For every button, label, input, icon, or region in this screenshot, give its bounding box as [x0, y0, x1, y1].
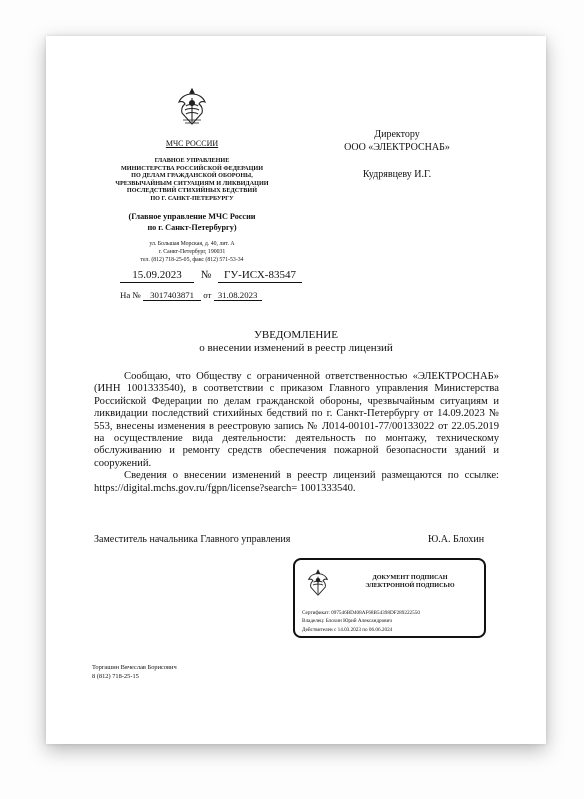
org-short-paren — [92, 212, 292, 233]
stamp-details — [302, 609, 420, 634]
stamp-title-line: ДОКУМЕНТ ПОДПИСАН — [372, 574, 448, 581]
stamp-certificate: Сертификат: 097546BD408AF68B54398DF289222550 — [302, 610, 420, 616]
stamp-title — [339, 574, 481, 590]
addressee-name: Кудрявцеву И.Г. — [362, 169, 432, 180]
org-paren-line: (Главное управление МЧС России — [128, 212, 256, 221]
org-line: ПО Г. САНКТ-ПЕТЕРБУРГУ — [150, 194, 234, 202]
executor-name: Торгашин Вячеслав Борисович — [92, 664, 177, 671]
incoming-reference — [120, 290, 262, 301]
number-sign: № — [200, 269, 212, 281]
incoming-from: от — [203, 290, 212, 300]
document-page — [46, 36, 546, 744]
mchs-emblem-icon — [174, 86, 210, 128]
address-line: ул. Большая Морская, д. 40, лит. А — [149, 241, 235, 247]
addressee-position: Директору — [374, 129, 420, 140]
executor-block — [92, 664, 177, 681]
notice-body — [94, 371, 499, 495]
org-full-name — [92, 157, 292, 203]
notice-title: УВЕДОМЛЕНИЕ — [254, 329, 338, 341]
body-paragraph: Сообщаю, что Обществу с ограниченной ответственностью «ЭЛЕКТРОСНАБ» (ИНН 1001333540), в соответствии с приказом Главного управления Министерства Российской Федерации по делам гражданской обороны, чрезвычайным ситуациям и ликвидации последствий стихийных бедствий по г. Санкт-Петербургу от 14.09.2023 № 553, внесены изменения в реестровую запись № Л014-00101-77/00133022 от 22.05.2019 на осуществление вида деятельности: деятельность по монтажу, техническому обслуживанию и ремонту средств обеспечения пожарной безопасности зданий и сооружений. — [94, 371, 499, 469]
e-signature-stamp — [293, 558, 486, 638]
executor-phone: 8 (812) 718-25-15 — [92, 672, 139, 680]
incoming-number: 3017403871 — [143, 290, 201, 301]
org-line: ГЛАВНОЕ УПРАВЛЕНИЕ — [154, 157, 230, 164]
incoming-date: 31.08.2023 — [214, 290, 262, 301]
notice-subtitle: о внесении изменений в реестр лицензий — [199, 342, 393, 354]
addressee-block — [322, 128, 472, 181]
mchs-emblem-icon — [305, 568, 331, 598]
outgoing-reg-number: ГУ-ИСХ-83547 — [218, 269, 302, 283]
address-line: г. Санкт-Петербург, 190031 — [158, 249, 226, 256]
signer-position: Заместитель начальника Главного управления — [94, 534, 291, 545]
org-line: ПОСЛЕДСТВИЙ СТИХИЙНЫХ БЕДСТВИЙ — [126, 187, 258, 195]
addressee-company: ООО «ЭЛЕКТРОСНАБ» — [344, 142, 450, 153]
org-line: ПО ДЕЛАМ ГРАЖДАНСКОЙ ОБОРОНЫ, — [131, 172, 253, 180]
org-paren-line: по г. Санкт-Петербургу) — [147, 222, 237, 232]
stamp-validity: Действителен с 14.03.2023 по 06.06.2024 — [302, 626, 393, 633]
outgoing-date: 15.09.2023 — [120, 269, 194, 283]
incoming-prefix: На № — [120, 290, 141, 300]
outgoing-number — [120, 269, 302, 283]
notice-heading — [126, 329, 466, 355]
org-line: МИНИСТЕРСТВА РОССИЙСКОЙ ФЕДЕРАЦИИ — [120, 164, 264, 172]
address-line: тел. (812) 718-25-05, факс (812) 571-53-34 — [140, 257, 244, 264]
stamp-owner: Владелец: Блохин Юрий Александрович — [302, 618, 393, 625]
org-short-name: МЧС РОССИИ — [165, 139, 219, 148]
stamp-title-line: ЭЛЕКТРОННОЙ ПОДПИСЬЮ — [365, 582, 455, 589]
org-line: ЧРЕЗВЫЧАЙНЫМ СИТУАЦИЯМ И ЛИКВИДАЦИИ — [115, 179, 269, 187]
body-paragraph: Сведения о внесении изменений в реестр лицензий размещаются по ссылке: https://digital.mchs.gov.ru/fgpn/license?search= 1001333540. — [94, 470, 499, 494]
signer-name: Ю.А. Блохин — [428, 534, 485, 545]
org-address — [92, 240, 292, 265]
